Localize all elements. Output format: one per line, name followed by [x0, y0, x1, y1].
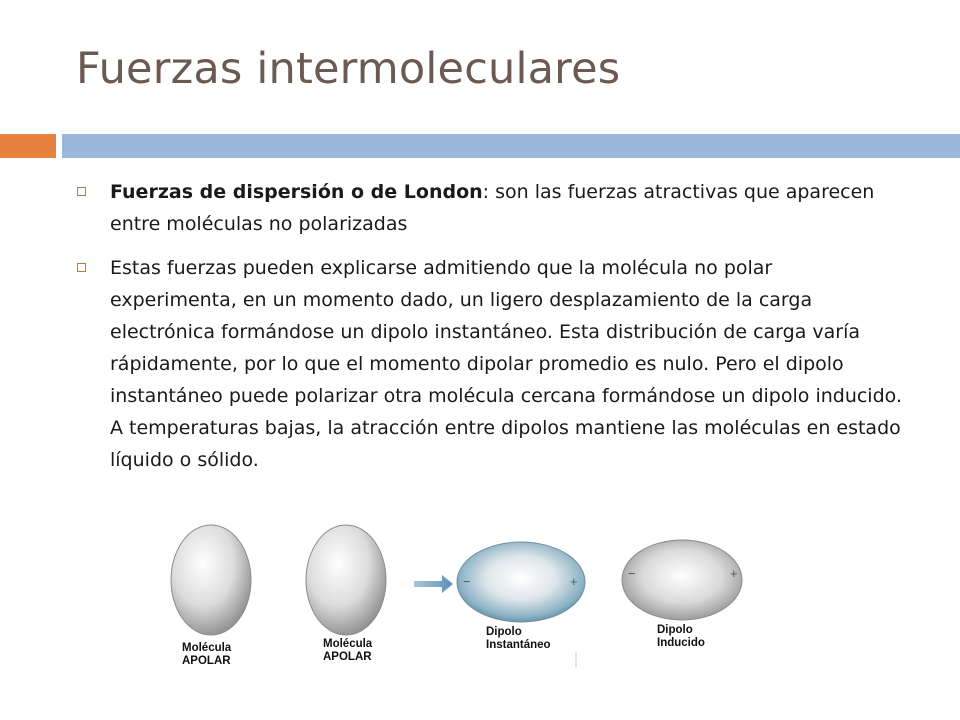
bullet-text: Estas fuerzas pueden explicarse admitiendo que la molécula no polar experimenta, en un momento dado, un ligero desplazamiento de la carga electrónica formándose un dipolo instantáneo. Esta distribución de carga varía rápidamente, por lo que el momento dipolar promedio es nulo. Pero el dipolo instantáneo puede polarizar otra molécula cercana formándose un dipolo inducido. A temperaturas bajas, la atracción entre dipolos mantiene las moléculas en estado líquido o sólido. [110, 257, 902, 471]
square-bullet-icon [77, 263, 86, 272]
accent-bar-blue [62, 134, 960, 158]
square-bullet-icon [77, 187, 86, 196]
caption-instant-dipole: Dipolo Instantáneo [486, 626, 551, 651]
bullet-item [74, 252, 904, 476]
caption-apolar-2: Molécula APOLAR [323, 638, 373, 663]
molecules-illustration [160, 512, 760, 687]
bullet-strong-text: Fuerzas de dispersión o de London [110, 181, 483, 203]
bullet-list [74, 176, 904, 488]
arrow-icon [414, 575, 453, 593]
plus-sign-instant: + [570, 574, 578, 589]
minus-sign-instant: − [463, 574, 471, 589]
plus-sign-induced: + [730, 566, 738, 581]
slide-title: Fuerzas intermoleculares [76, 44, 621, 94]
caption-induced-dipole: Dipolo Inducido [657, 624, 705, 649]
apolar-molecule-1 [171, 525, 251, 635]
bullet-text: : son las fuerzas atractivas que aparecen entre moléculas no polarizadas [110, 181, 875, 235]
dispersion-diagram [160, 512, 760, 687]
apolar-molecule-2 [306, 525, 386, 635]
minus-sign-induced: − [628, 566, 636, 581]
caption-apolar-1: Molécula APOLAR [182, 642, 232, 667]
induced-dipole [622, 540, 742, 620]
accent-bar-orange [0, 134, 56, 158]
bullet-item [74, 176, 904, 240]
instantaneous-dipole [457, 542, 585, 622]
